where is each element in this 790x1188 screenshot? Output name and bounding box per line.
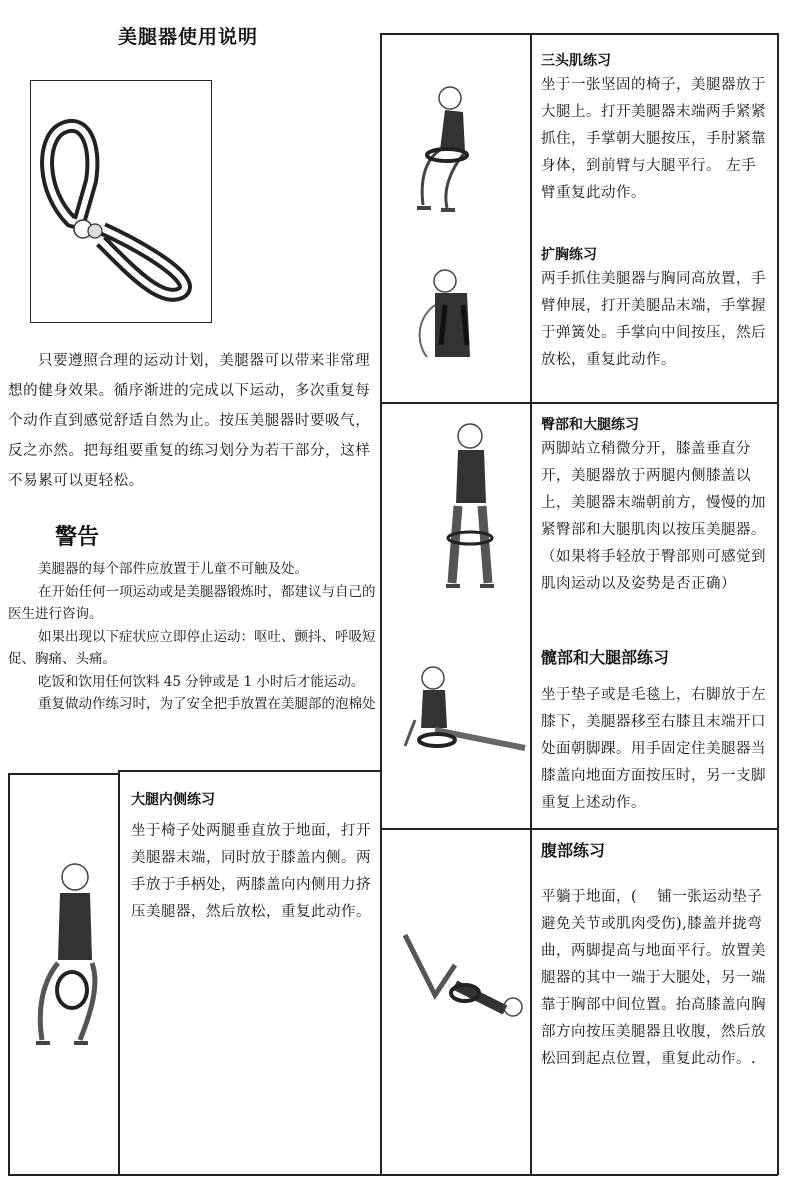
chest-exercise-figure-icon (405, 265, 515, 365)
chest-text: 两手抓住美腿器与胸同高放置，手臂伸展，打开美腿品末端，手掌握于弹簧处。手掌向中间按压，然后放松，重复此动作。 (541, 271, 766, 368)
intro-paragraph: 只要遵照合理的运动计划，美腿器可以带来非常理想的健身效果。循序渐进的完成以下运动，多次重复每个动作直到感觉舒适自然为止。按压美腿器时要吸气，反之亦然。把每组要重复的练习划分为若干部分，这样不易累可以更轻松。 (8, 353, 371, 489)
table-border (380, 828, 778, 830)
table-border (118, 770, 380, 772)
warning-item: 如果出现以下症状应立即停止运动：呕吐、颤抖、呼吸短促、胸痛、头痛。 (8, 628, 376, 667)
hip-heading: 髋部和大腿部练习 (541, 648, 670, 667)
table-border (530, 33, 532, 1175)
page-title: 美腿器使用说明 (118, 26, 259, 48)
device-illustration-frame (30, 80, 212, 323)
glutes-heading: 臀部和大腿练习 (541, 417, 639, 433)
intro-text (8, 346, 380, 496)
triceps-heading: 三头肌练习 (541, 53, 611, 69)
warning-item: 吃饭和饮用任何饮料 45 分钟或是 1 小时后才能运动。 (38, 673, 365, 690)
hip-text: 坐于垫子或是毛毯上，右脚放于左膝下，美腿器移至右膝且末端开口处面朝脚踝。用手固定住美腿器当膝盖向地面方面按压时，另一支脚重复上述动作。 (541, 687, 766, 811)
warning-item: 在开始任何一项运动或是美腿器锻炼时，都建议与自己的医生进行咨询。 (8, 583, 376, 622)
table-border (8, 1174, 778, 1176)
warning-heading: 警告 (55, 525, 100, 550)
glutes-exercise-figure-icon (430, 418, 510, 593)
thigh-master-device-icon (31, 81, 211, 321)
table-border (8, 773, 10, 1175)
abs-heading: 腹部练习 (541, 841, 606, 860)
chest-heading: 扩胸练习 (541, 247, 597, 263)
warning-item: 美腿器的每个部件应放置于儿童不可触及处。 (38, 561, 308, 577)
table-border (777, 33, 779, 1175)
table-border (8, 773, 118, 775)
triceps-text: 坐于一张坚固的椅子，美腿器放于大腿上。打开美腿器末端两手紧紧抓住，手掌朝大腿按压，手肘紧靠身体，到前臂与大腿平行。 左手臂重复此动作。 (541, 77, 766, 201)
abs-exercise-figure-icon (395, 925, 530, 1035)
inner-thigh-heading: 大腿内侧练习 (131, 792, 215, 808)
glutes-text: 两脚站立稍微分开，膝盖垂直分开，美腿器放于两腿内侧膝盖以上，美腿器末端朝前方，慢慢的加紧臀部和大腿肌肉以按压美腿器。（如果将手轻放于臀部则可感觉到肌肉运动以及姿势是否正确） (541, 441, 766, 592)
warning-item: 重复做动作练习时，为了安全把手放置在美腿部的泡棉处 (38, 696, 376, 712)
inner-thigh-exercise-figure-icon (20, 855, 120, 1050)
table-border (380, 33, 778, 35)
triceps-exercise-figure-icon (395, 80, 525, 225)
hip-exercise-figure-icon (395, 660, 530, 755)
inner-thigh-text: 坐于椅子处两腿垂直放于地面，打开美腿器末端，同时放于膝盖内侧。两手放于手柄处，两膝盖向内侧用力挤压美腿器，然后放松，重复此动作。 (131, 823, 371, 920)
table-border (380, 402, 778, 404)
table-border (380, 33, 382, 1175)
abs-text: 平躺于地面，( 铺一张运动垫子避免关节或肌肉受伤),膝盖并拢弯曲，两脚提高与地面平行。放置美腿器的其中一端于大腿处，另一端靠于胸部中间位置。抬高膝盖向胸部方向按压美腿器且收腹，然后放松回到起点位置，重复此动作。. (541, 889, 766, 1067)
warning-list (8, 558, 380, 716)
